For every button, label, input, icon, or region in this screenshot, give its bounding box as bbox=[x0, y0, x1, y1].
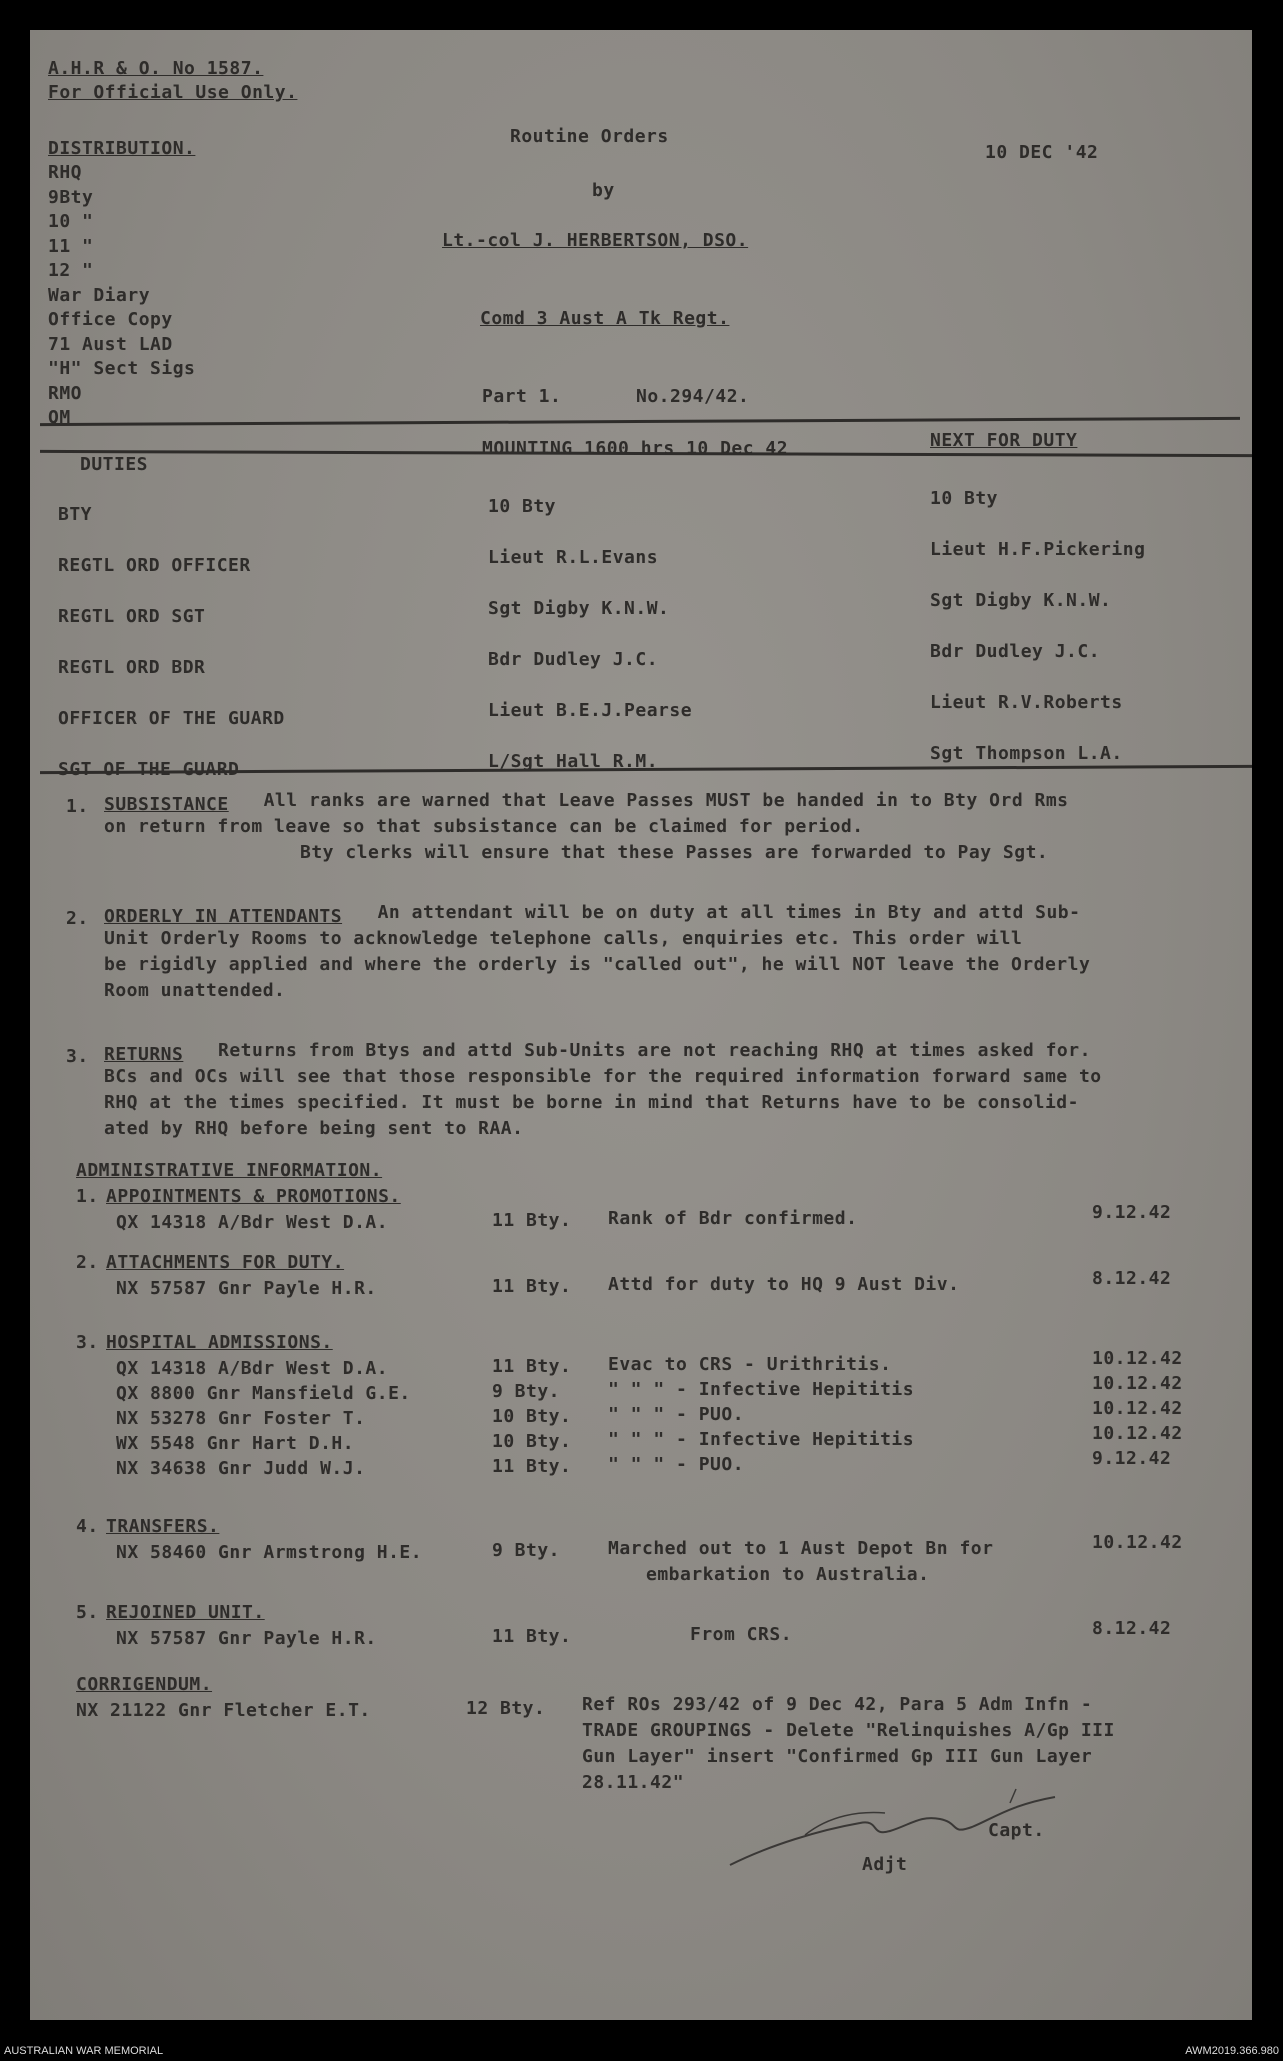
order-line: RHQ at the times specified. It must be borne in mind that Returns have to be consolid- bbox=[104, 1092, 1079, 1113]
order-number: 3. bbox=[66, 1046, 89, 1067]
admin-section-number: 3. bbox=[76, 1332, 99, 1353]
admin-entry-bty: 11 Bty. bbox=[492, 1456, 572, 1477]
duty-name: BTY bbox=[58, 504, 93, 525]
admin-section-heading: TRANSFERS. bbox=[106, 1516, 220, 1537]
admin-entry-date: 10.12.42 bbox=[1092, 1398, 1183, 1419]
admin-entry-date: 10.12.42 bbox=[1092, 1348, 1183, 1369]
order-line: on return from leave so that subsistance can be claimed for period. bbox=[104, 816, 864, 837]
admin-entry-detail: " " " - Infective Hepititis bbox=[608, 1429, 915, 1450]
admin-entry-date: 8.12.42 bbox=[1092, 1268, 1172, 1289]
admin-entry-name: QX 14318 A/Bdr West D.A. bbox=[116, 1212, 389, 1233]
admin-entry-bty: 11 Bty. bbox=[492, 1626, 572, 1647]
admin-section-heading: APPOINTMENTS & PROMOTIONS. bbox=[106, 1186, 401, 1207]
admin-section-number: 4. bbox=[76, 1516, 99, 1537]
admin-entry-detail: From CRS. bbox=[690, 1624, 793, 1645]
distribution-item: RHQ bbox=[48, 162, 83, 183]
admin-title: ADMINISTRATIVE INFORMATION. bbox=[76, 1160, 383, 1181]
signature-rank: Capt. bbox=[988, 1820, 1045, 1841]
admin-entry-date: 10.12.42 bbox=[1092, 1532, 1183, 1553]
corrigendum-line: 28.11.42" bbox=[582, 1772, 685, 1793]
order-heading: ORDERLY IN ATTENDANTS bbox=[104, 906, 343, 927]
order-date: 10 DEC '42 bbox=[985, 142, 1099, 163]
admin-entry-bty: 9 Bty. bbox=[492, 1381, 561, 1402]
admin-entry-detail: Evac to CRS - Urithritis. bbox=[608, 1354, 892, 1375]
admin-entry-detail: Attd for duty to HQ 9 Aust Div. bbox=[608, 1274, 960, 1295]
col-next-for-duty: NEXT FOR DUTY bbox=[930, 430, 1078, 451]
duty-name: SGT OF THE GUARD bbox=[58, 759, 240, 780]
admin-entry-detail: " " " - PUO. bbox=[608, 1454, 745, 1475]
distribution-item: 9Bty bbox=[48, 186, 94, 208]
duty-mounting: Lieut R.L.Evans bbox=[488, 547, 659, 568]
distribution-item: War Diary bbox=[48, 284, 151, 306]
corrigendum-line: Ref ROs 293/42 of 9 Dec 42, Para 5 Adm Infn - bbox=[582, 1694, 1093, 1715]
title-commander: Lt.-col J. HERBERTSON, DSO. bbox=[442, 230, 749, 251]
admin-entry-detail-cont: embarkation to Australia. bbox=[646, 1564, 930, 1585]
order-number: No.294/42. bbox=[636, 386, 750, 407]
admin-section-number: 1. bbox=[76, 1186, 99, 1207]
corrigendum-bty: 12 Bty. bbox=[466, 1698, 546, 1719]
distribution-item: "H" Sect Sigs bbox=[48, 358, 196, 379]
admin-entry-detail: " " " - Infective Hepititis bbox=[608, 1379, 915, 1400]
admin-entry-detail: Rank of Bdr confirmed. bbox=[608, 1208, 858, 1229]
admin-entry-date: 9.12.42 bbox=[1092, 1448, 1172, 1469]
admin-entry-name: QX 14318 A/Bdr West D.A. bbox=[116, 1358, 389, 1379]
admin-entry-bty: 9 Bty. bbox=[492, 1540, 561, 1561]
duty-next: Sgt Digby K.N.W. bbox=[930, 590, 1112, 611]
admin-entry-bty: 11 Bty. bbox=[492, 1210, 572, 1231]
title-regiment: Comd 3 Aust A Tk Regt. bbox=[480, 308, 730, 329]
col-mounting: MOUNTING 1600 hrs 10 Dec 42 bbox=[482, 438, 789, 459]
duty-name: OFFICER OF THE GUARD bbox=[58, 708, 285, 729]
admin-entry-detail: Marched out to 1 Aust Depot Bn for bbox=[608, 1538, 994, 1559]
duty-next: Lieut R.V.Roberts bbox=[930, 692, 1123, 713]
distribution-item: 11 " bbox=[48, 235, 94, 257]
admin-section-number: 5. bbox=[76, 1602, 99, 1623]
duty-name: REGTL ORD OFFICER bbox=[58, 555, 251, 576]
admin-entry-bty: 10 Bty. bbox=[492, 1431, 572, 1452]
distribution-item: 71 Aust LAD bbox=[48, 333, 173, 355]
admin-section-heading: REJOINED UNIT. bbox=[106, 1602, 265, 1623]
admin-entry-name: NX 34638 Gnr Judd W.J. bbox=[116, 1458, 366, 1479]
corrigendum-line: TRADE GROUPINGS - Delete "Relinquishes A/Gp III bbox=[582, 1720, 1115, 1741]
order-line: be rigidly applied and where the orderly is "called out", he will NOT leave the Orderly bbox=[104, 954, 1091, 975]
order-number: 1. bbox=[66, 796, 89, 817]
duty-mounting: L/Sgt Hall R.M. bbox=[488, 751, 659, 772]
distribution-item: Office Copy bbox=[48, 309, 173, 330]
admin-section-number: 2. bbox=[76, 1252, 99, 1273]
admin-entry-name: NX 53278 Gnr Foster T. bbox=[116, 1408, 366, 1429]
admin-entry-name: NX 57587 Gnr Payle H.R. bbox=[116, 1278, 377, 1299]
col-duties: DUTIES bbox=[80, 454, 149, 475]
duty-next: Lieut H.F.Pickering bbox=[930, 539, 1146, 560]
order-line: ated by RHQ before being sent to RAA. bbox=[104, 1118, 524, 1139]
corrigendum-heading: CORRIGENDUM. bbox=[76, 1674, 213, 1695]
admin-entry-bty: 11 Bty. bbox=[492, 1356, 572, 1377]
admin-entry-name: QX 8800 Gnr Mansfield G.E. bbox=[116, 1383, 411, 1404]
admin-entry-name: NX 58460 Gnr Armstrong H.E. bbox=[116, 1542, 423, 1563]
order-number: 2. bbox=[66, 908, 89, 929]
order-heading: RETURNS bbox=[104, 1044, 184, 1065]
corrigendum-name: NX 21122 Gnr Fletcher E.T. bbox=[76, 1700, 371, 1721]
duty-next: Bdr Dudley J.C. bbox=[930, 641, 1101, 662]
table-top-rule bbox=[40, 417, 1240, 426]
distribution-label: DISTRIBUTION. bbox=[48, 138, 196, 159]
admin-entry-date: 8.12.42 bbox=[1092, 1618, 1172, 1639]
title-by: by bbox=[592, 180, 615, 201]
order-line: Unit Orderly Rooms to acknowledge telephone calls, enquiries etc. This order will bbox=[104, 928, 1023, 949]
admin-entry-date: 10.12.42 bbox=[1092, 1373, 1183, 1394]
duty-next: 10 Bty bbox=[930, 488, 999, 509]
part-label: Part 1. bbox=[482, 386, 562, 407]
admin-entry-detail: " " " - PUO. bbox=[608, 1404, 745, 1425]
distribution-item: RMO bbox=[48, 382, 83, 404]
signature-role: Adjt bbox=[862, 1854, 908, 1875]
admin-entry-date: 9.12.42 bbox=[1092, 1202, 1172, 1223]
duty-mounting: Sgt Digby K.N.W. bbox=[488, 598, 670, 619]
order-line: Room unattended. bbox=[104, 980, 286, 1001]
distribution-item: 10 " bbox=[48, 211, 94, 232]
footer-left: AUSTRALIAN WAR MEMORIAL bbox=[4, 2045, 164, 2057]
admin-section-heading: HOSPITAL ADMISSIONS. bbox=[106, 1332, 333, 1353]
duty-name: REGTL ORD SGT bbox=[58, 606, 206, 627]
title-routine-orders: Routine Orders bbox=[510, 126, 669, 147]
reference-number: A.H.R & O. No 1587. bbox=[48, 58, 264, 79]
distribution-item: QM bbox=[48, 407, 71, 428]
official-use-note: For Official Use Only. bbox=[48, 82, 298, 103]
duty-mounting: 10 Bty bbox=[488, 496, 557, 517]
order-line: Returns from Btys and attd Sub-Units are not reaching RHQ at times asked for. bbox=[218, 1040, 1091, 1061]
duty-mounting: Lieut B.E.J.Pearse bbox=[488, 700, 693, 721]
footer-right: AWM2019.366.980 bbox=[1185, 2045, 1279, 2057]
distribution-item: 12 " bbox=[48, 260, 94, 281]
duty-next: Sgt Thompson L.A. bbox=[930, 743, 1123, 764]
order-heading: SUBSISTANCE bbox=[104, 794, 229, 815]
corrigendum-line: Gun Layer" insert "Confirmed Gp III Gun Layer bbox=[582, 1746, 1093, 1767]
order-line: BCs and OCs will see that those responsible for the required information forward same to bbox=[104, 1066, 1102, 1087]
admin-entry-name: NX 57587 Gnr Payle H.R. bbox=[116, 1628, 377, 1649]
duty-mounting: Bdr Dudley J.C. bbox=[488, 649, 659, 670]
duty-name: REGTL ORD BDR bbox=[58, 657, 206, 678]
admin-entry-bty: 11 Bty. bbox=[492, 1276, 572, 1297]
document-paper bbox=[30, 30, 1252, 2020]
order-line: Bty clerks will ensure that these Passes are forwarded to Pay Sgt. bbox=[300, 842, 1049, 863]
order-line: All ranks are warned that Leave Passes MUST be handed in to Bty Ord Rms bbox=[263, 790, 1069, 811]
admin-section-heading: ATTACHMENTS FOR DUTY. bbox=[106, 1252, 345, 1273]
admin-entry-bty: 10 Bty. bbox=[492, 1406, 572, 1427]
admin-entry-date: 10.12.42 bbox=[1092, 1423, 1183, 1444]
order-line: An attendant will be on duty at all times in Bty and attd Sub- bbox=[377, 902, 1081, 923]
admin-entry-name: WX 5548 Gnr Hart D.H. bbox=[116, 1433, 355, 1454]
